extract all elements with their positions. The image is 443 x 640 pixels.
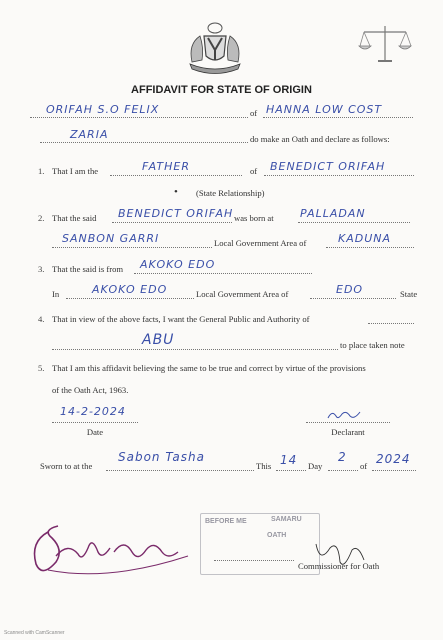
coat-of-arms-icon [186,22,244,74]
commissioner-signature [28,512,198,584]
authority-underline [52,349,338,350]
month-underline [328,470,358,471]
clause-4-text-b: to place taken note [340,340,405,350]
clause-5-text-b: of the Oath Act, 1963. [52,385,129,395]
born-lga: SANBON GARRI [62,232,160,245]
date-value: 14-2-2024 [60,405,126,418]
clause-1-number: 1. [38,166,45,176]
sworn-place-underline [106,470,254,471]
month-value: 2 [338,450,347,464]
clause-2-text-b: was born at [234,213,274,223]
commissioner-label: Commissioner for Oath [298,561,380,571]
deponent-place: ZARIA [70,128,109,141]
clause-3-text-b: Local Government Area of [196,289,289,299]
origin-town: AKOKO EDO [140,258,216,271]
this-label: This [256,461,272,471]
deponent-name: ORIFAH S.O FELIX [46,103,160,116]
year-of-label: of [360,461,368,471]
year-value: 2024 [376,452,411,466]
relationship-value: FATHER [142,160,190,173]
day-underline [276,470,306,471]
sworn-place: Sabon Tasha [118,450,205,464]
clause-1-of-label: of [250,166,258,176]
clause-5-number: 5. [38,363,45,373]
origin-lga-underline [66,298,194,299]
affidavit-page: AFFIDAVIT FOR STATE OF ORIGIN ORIFAH S.O FELIX of HANNA LOW COST ZARIA do make an Oath and declare as follows: 1. That I am the FATHER of BENEDICT ORIFAH • (State Relationship) 2. That the said BENEDICT ORIFAH was born at PALLADAN SANBON GARRI Local Government Area of KADUNA 3. That the said is from AKOKO EDO In AKOKO EDO Local Government Area of EDO State 4. That in view of the above facts, I want the General Public and Authority of ABU to place taken note 5. That I am this affidavit believing the same to be true and correct by virtue of the provisions of the Oath Act, 1963. 14-2-2024 Date Declarant Sworn to at the Sabon Tasha This 14 Day 2 of 2024 BEFORE ME SAMARU OATH Commissioner for Oath Scanned with CamScanner [0,0,443,640]
clause-2-number: 2. [38,213,45,223]
declarant-label: Declarant [331,427,365,437]
day-label: Day [308,461,323,471]
footer-note: Scanned with CamScanner [4,630,65,636]
origin-town-underline [134,273,312,274]
clause-1-text: That I am the [52,166,99,176]
birthplace-underline [298,222,410,223]
declarant-underline [306,422,390,423]
place-underline [40,142,248,143]
born-state-underline [326,247,414,248]
clause-2-text-c: Local Government Area of [214,238,307,248]
document-title: AFFIDAVIT FOR STATE OF ORIGIN [131,84,312,96]
origin-state: EDO [336,283,364,296]
clause-3-in-label: In [52,289,60,299]
born-name: BENEDICT ORIFAH [118,207,234,220]
deponent-address: HANNA LOW COST [266,103,383,116]
born-lga-underline [52,247,212,248]
day-value: 14 [280,453,298,467]
sworn-label: Sworn to at the [40,461,93,471]
commissioner-underline [214,560,294,561]
child-name-underline [264,175,414,176]
date-label: Date [86,427,104,437]
oath-declaration-text: do make an Oath and declare as follows: [250,134,390,144]
clause-2-text-a: That the said [52,213,97,223]
origin-state-underline [310,298,396,299]
authority-value: ABU [142,332,175,348]
of-label: of [250,108,258,118]
scales-of-justice-icon [358,24,412,64]
court-stamp: BEFORE ME SAMARU OATH [200,513,320,575]
origin-lga: AKOKO EDO [92,283,168,296]
born-name-underline [112,222,232,223]
clause-3-text-a: That the said is from [52,264,124,274]
child-name: BENEDICT ORIFAH [270,160,386,173]
relationship-underline [110,175,242,176]
address-underline [263,117,413,118]
clause-3-number: 3. [38,264,45,274]
relationship-caption: (State Relationship) [196,188,265,198]
birthplace: PALLADAN [300,207,366,220]
year-underline [372,470,416,471]
clause-4-text-a: That in view of the above facts, I want the General Public and Authority of [52,314,310,324]
name-underline [30,117,248,118]
born-state: KADUNA [338,232,392,245]
clause-3-text-c: State [400,289,418,299]
clause-4-end-underline [368,323,414,324]
date-underline [52,422,138,423]
clause-4-number: 4. [38,314,45,324]
clause-5-text-a: That I am this affidavit believing the same to be true and correct by virtue of the provisions [52,363,366,373]
declarant-signature [324,408,364,422]
